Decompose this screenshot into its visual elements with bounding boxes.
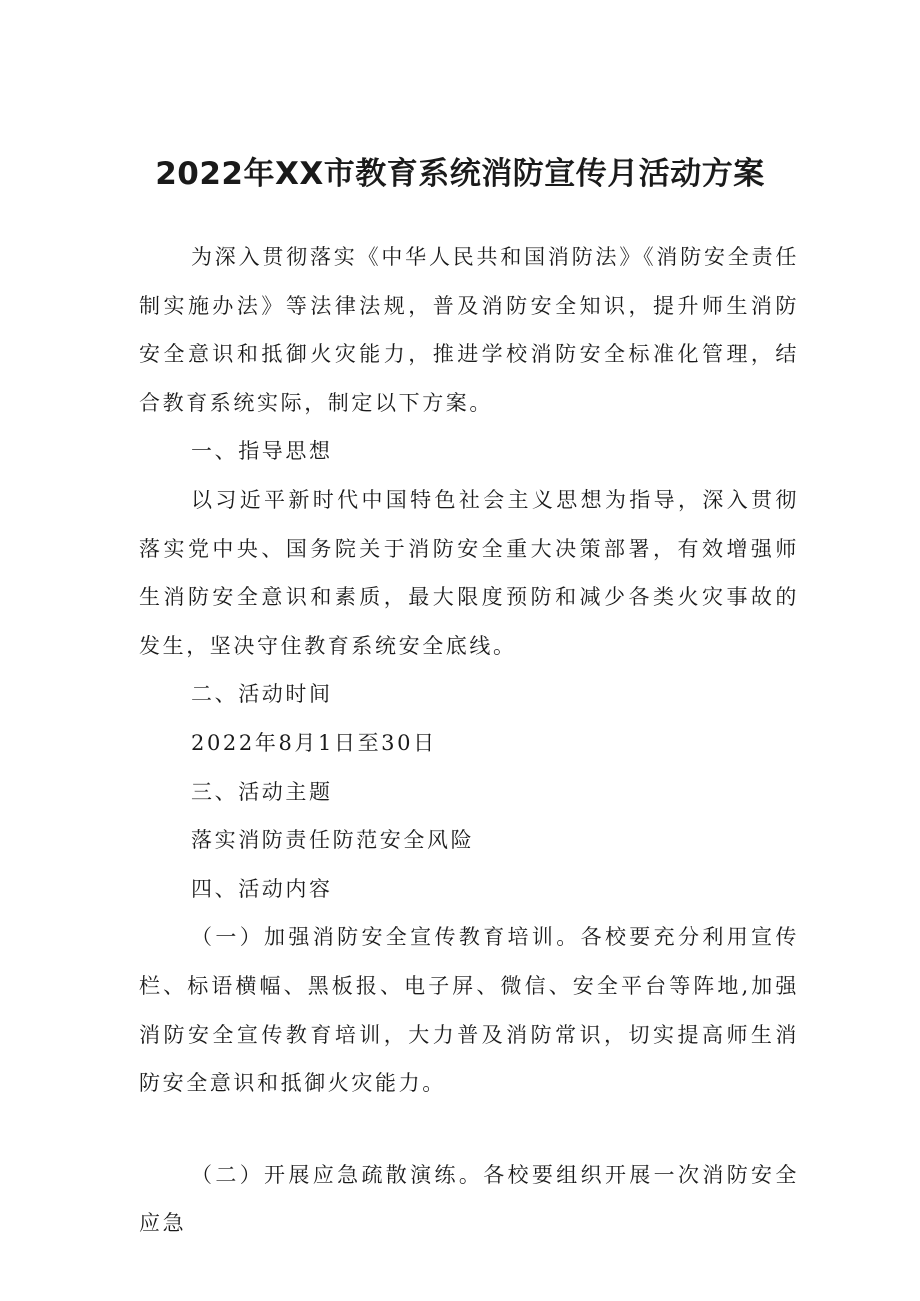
section-content-activity-theme: 落实消防责任防范安全风险	[191, 828, 475, 853]
activity-item-training: （一）加强消防安全宣传教育培训。各校要充分利用宣传栏、标语横幅、黑板报、电子屏、微信、安全平台等阵地,加强消防安全宣传教育培训，大力普及消防常识，切实提高师生消防安全意识和抵御火灾能力。	[139, 925, 799, 1096]
section-heading-activity-time: 二、活动时间	[191, 682, 333, 707]
document-title: 2022年XX市教育系统消防宣传月活动方案	[155, 156, 765, 192]
document-body	[139, 233, 799, 1248]
section-heading-activity-content: 四、活动内容	[191, 876, 333, 901]
intro-paragraph: 为深入贯彻落实《中华人民共和国消防法》《消防安全责任制实施办法》等法律法规，普及消防安全知识，提升师生消防安全意识和抵御火灾能力，推进学校消防安全标准化管理，结合教育系统实际，制定以下方案。	[139, 245, 799, 415]
section-content-activity-time: 2022年8月1日至30日	[191, 730, 437, 755]
section-content-guiding-ideology: 以习近平新时代中国特色社会主义思想为指导，深入贯彻落实党中央、国务院关于消防安全重大决策部署，有效增强师生消防安全意识和素质，最大限度预防和减少各类火灾事故的发生，坚决守住教育系统安全底线。	[139, 487, 799, 658]
section-heading-activity-theme: 三、活动主题	[191, 779, 333, 804]
activity-item-drill: （二）开展应急疏散演练。各校要组织开展一次消防安全应急	[139, 1162, 799, 1236]
section-heading-guiding-ideology: 一、指导思想	[191, 439, 333, 464]
